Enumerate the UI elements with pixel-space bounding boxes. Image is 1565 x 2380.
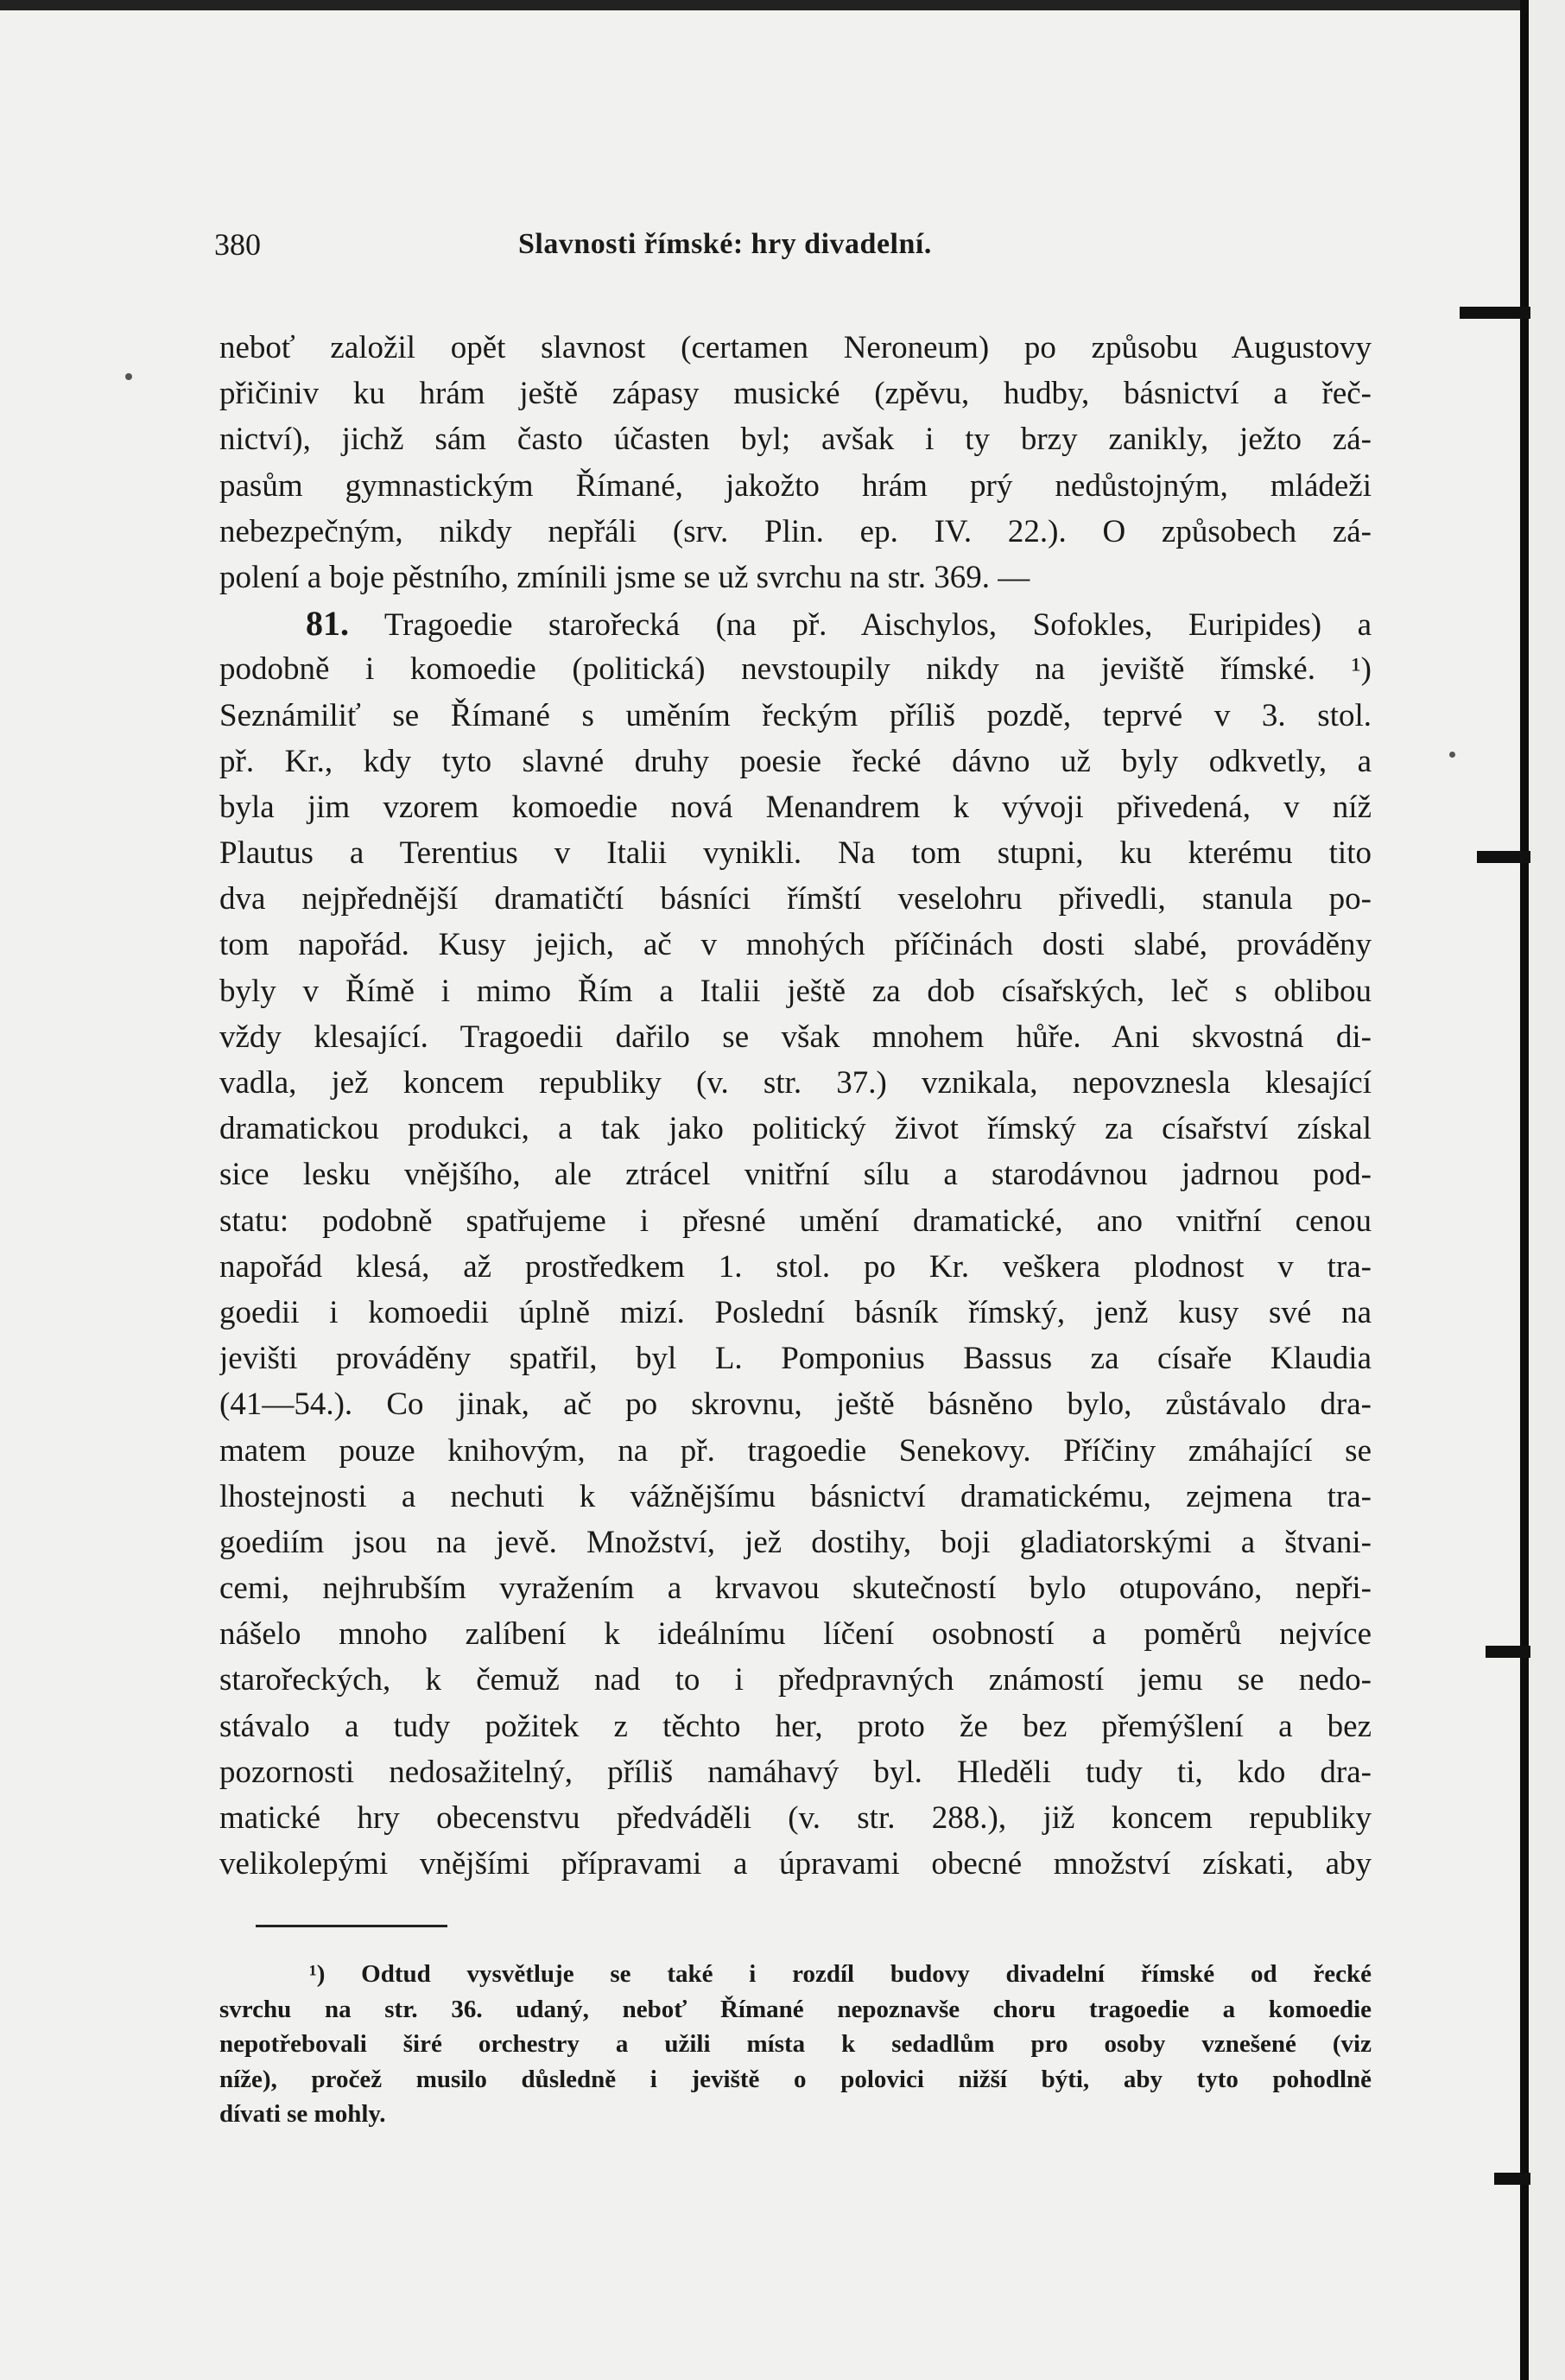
text-line: byla jim vzorem komoedie nová Menandrem k vývoji přivedená, v níž xyxy=(219,789,1372,825)
footnote-rule xyxy=(256,1925,447,1927)
section-heading-line xyxy=(219,600,1372,646)
text-line: Plautus a Terentius v Italii vynikli. Na tom stupni, ku kterému tito xyxy=(219,835,1372,872)
text-line: nášelo mnoho zalíbení k ideálnímu líčení osobností a poměrů nejvíce xyxy=(219,1616,1372,1653)
section-text: Tragoedie starořecká (na př. Aischylos, Sofokles, Euripides) a xyxy=(349,607,1372,644)
running-head: Slavnosti římské: hry divadelní. xyxy=(518,228,932,260)
binding-tab xyxy=(1486,1646,1530,1658)
scan-speck xyxy=(125,373,132,380)
section-number: 81. xyxy=(306,604,349,644)
text-line: Seznámiliť se Římané s uměním řeckým příliš pozdě, teprvé v 3. stol. xyxy=(219,697,1372,733)
text-line: stávalo a tudy požitek z těchto her, proto že bez přemýšlení a bez xyxy=(219,1708,1372,1744)
text-line: velikolepými vnějšími přípravami a úpravami obecné množství získati, aby xyxy=(219,1846,1372,1882)
text-line: jevišti prováděny spatřil, byl L. Pomponius Bassus za císaře Klaudia xyxy=(219,1341,1372,1377)
text-line: vadla, jež koncem republiky (v. str. 37.) vznikala, nepovznesla klesající xyxy=(219,1065,1372,1101)
text-line: napořád klesá, až prostředkem 1. stol. po Kr. veškera plodnost v tra- xyxy=(219,1248,1372,1285)
text-line: vždy klesající. Tragoedii dařilo se však mnohem hůře. Ani skvostná di- xyxy=(219,1019,1372,1055)
footnote-line: dívati se mohly. xyxy=(219,2100,386,2129)
text-line: lhostejnosti a nechuti k vážnějšímu básnictví dramatickému, zejmena tra- xyxy=(219,1478,1372,1514)
text-line: goedii i komoedii úplně mizí. Poslední básník římský, jenž kusy své na xyxy=(219,1294,1372,1330)
scan-speck xyxy=(1449,752,1455,758)
text-line: dva nejpřednější dramatičtí básníci římští veselohru přivedli, stanula po- xyxy=(219,881,1372,917)
text-line: přičiniv ku hrám ještě zápasy musické (zpěvu, hudby, básnictví a řeč- xyxy=(219,376,1372,412)
text-line: neboť založil opět slavnost (certamen Neroneum) po způsobu Augustovy xyxy=(219,330,1372,365)
page-number: 380 xyxy=(214,227,261,262)
text-line: př. Kr., kdy tyto slavné druhy poesie řecké dávno už byly odkvetly, a xyxy=(219,743,1372,779)
text-line: matem pouze knihovým, na př. tragoedie Senekovy. Příčiny zmáhající se xyxy=(219,1432,1372,1469)
text-line: byly v Římě i mimo Řím a Italii ještě za dob císařských, leč s oblibou xyxy=(219,973,1372,1009)
binding-tab xyxy=(1477,851,1530,863)
scan-top-edge xyxy=(0,0,1529,10)
scan-margin xyxy=(1529,0,1565,2380)
text-line: podobně i komoedie (politická) nevstoupily nikdy na jeviště římské. ¹) xyxy=(219,651,1372,688)
text-line: goediím jsou na jevě. Množství, jež dostihy, boji gladiatorskými a štvani- xyxy=(219,1524,1372,1560)
binding-tab xyxy=(1460,307,1530,319)
text-line: sice lesku vnějšího, ale ztrácel vnitřní sílu a starodávnou jadrnou pod- xyxy=(219,1157,1372,1193)
text-line: (41—54.). Co jinak, ač po skrovnu, ještě básněno bylo, zůstávalo dra- xyxy=(219,1387,1372,1423)
text-line: cemi, nejhrubším vyražením a krvavou skutečností bylo otupováno, nepři- xyxy=(219,1571,1372,1607)
binding-tab xyxy=(1494,2173,1530,2185)
footnote-line: ¹) Odtud vysvětluje se také i rozdíl budovy divadelní římské od řecké xyxy=(309,1960,1372,1988)
footnotes xyxy=(219,1957,1372,2132)
text-line: starořeckých, k čemuž nad to i předpravných známostí jemu se nedo- xyxy=(219,1662,1372,1698)
text-line: matické hry obecenstvu předváděli (v. str. 288.), již koncem republiky xyxy=(219,1800,1372,1836)
text-line: dramatickou produkci, a tak jako politický život římský za císařství získal xyxy=(219,1111,1372,1147)
text-line: pasům gymnastickým Římané, jakožto hrám prý nedůstojným, mládeži xyxy=(219,467,1372,504)
text-line: nictví), jichž sám často účasten byl; avšak i ty brzy zanikly, ježto zá- xyxy=(219,422,1372,458)
footnote-line: níže), pročež musilo důsledně i jeviště o polovici nižší býti, aby tyto pohodlně xyxy=(219,2065,1372,2093)
page-edge xyxy=(1520,0,1529,2380)
footnote-line: svrchu na str. 36. udaný, neboť Římané nepoznavše choru tragoedie a komoedie xyxy=(219,1995,1372,2023)
text-line: tom napořád. Kusy jejich, ač v mnohých příčinách dosti slabé, prováděny xyxy=(219,927,1372,963)
text-line: nebezpečným, nikdy nepřáli (srv. Plin. ep. IV. 22.). O způsobech zá- xyxy=(219,513,1372,549)
text-line: statu: podobně spatřujeme i přesné umění dramatické, ano vnitřní cenou xyxy=(219,1203,1372,1239)
text-line: polení a boje pěstního, zmínili jsme se už svrchu na str. 369. — xyxy=(219,559,1030,595)
page-header xyxy=(214,223,1376,266)
body-text xyxy=(219,325,1372,1887)
footnote-line: nepotřebovali širé orchestry a užili místa k sedadlům pro osoby vznešené (viz xyxy=(219,2030,1372,2059)
text-line: pozornosti nedosažitelný, příliš namáhavý byl. Hleděli tudy ti, kdo dra- xyxy=(219,1754,1372,1790)
